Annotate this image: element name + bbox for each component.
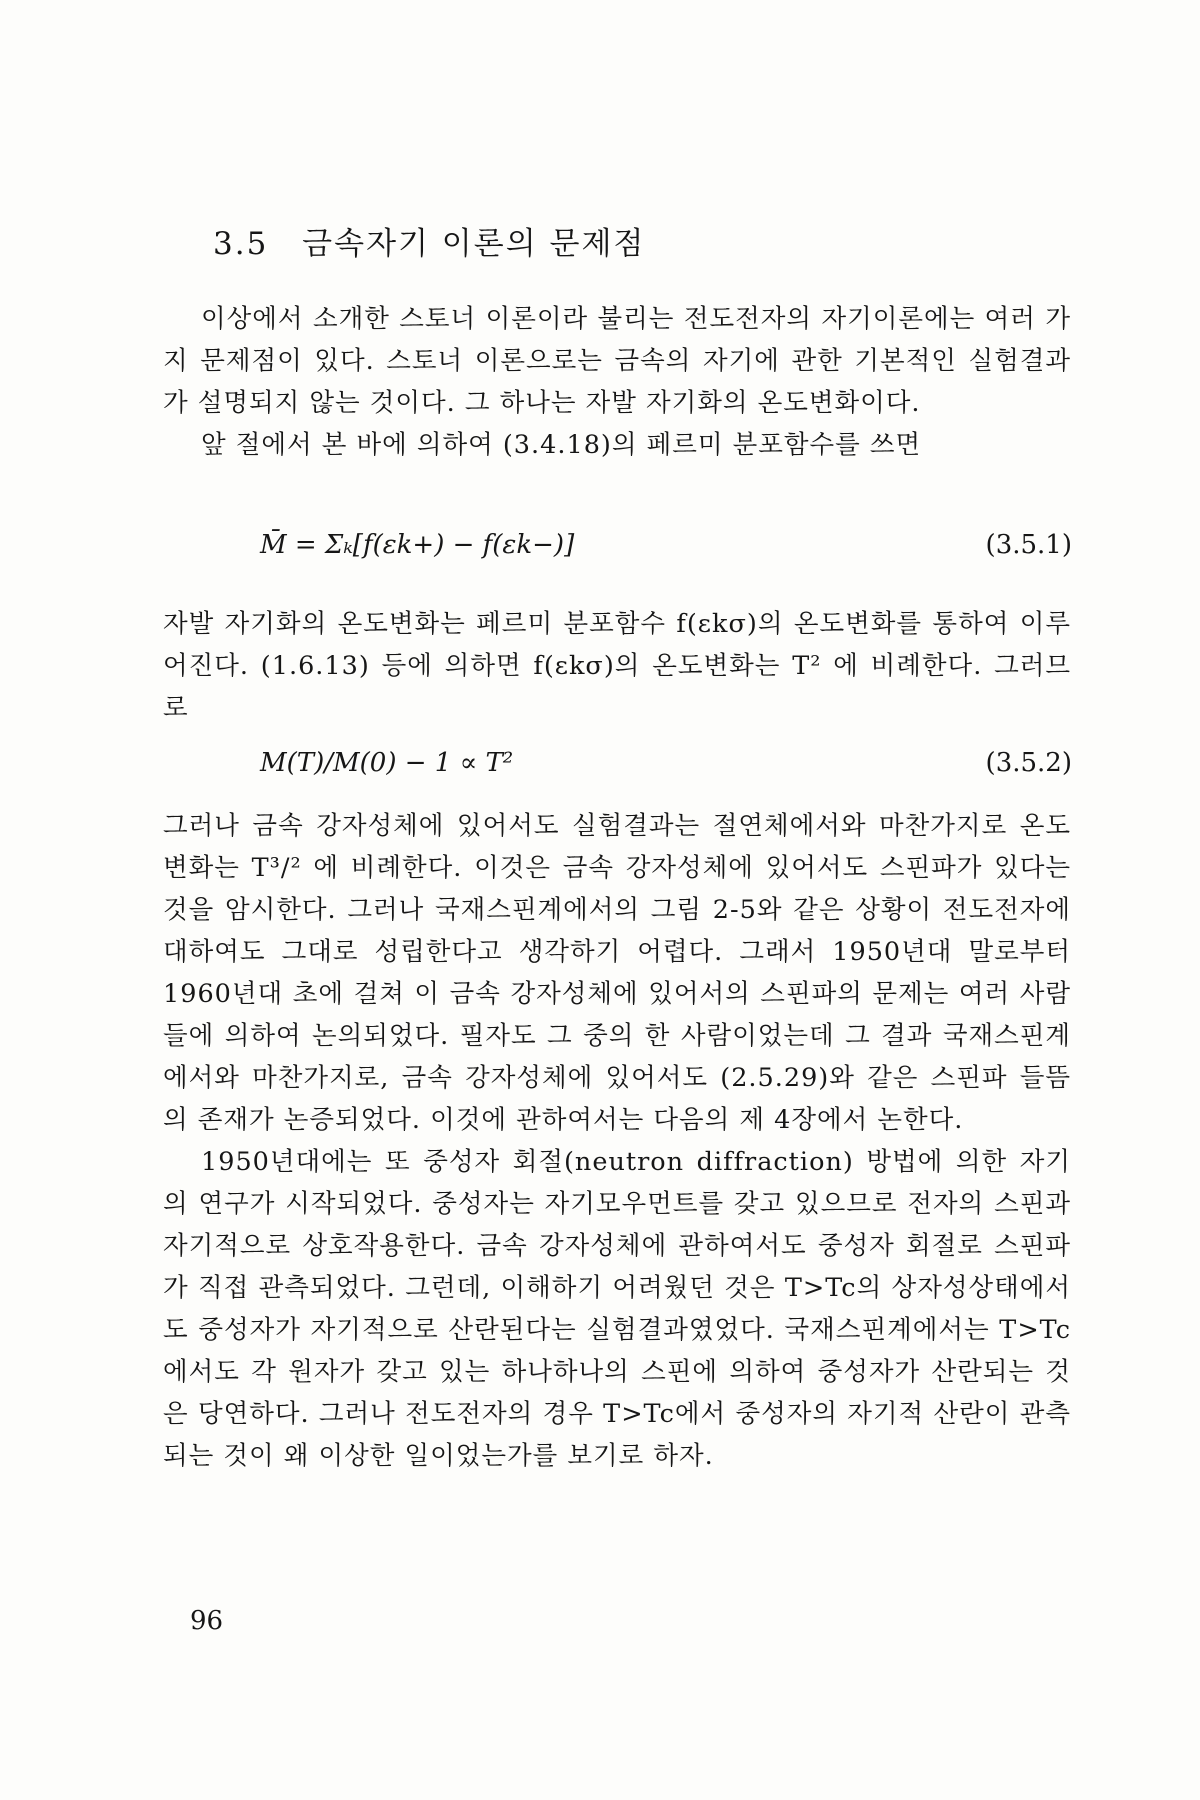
section-heading — [213, 218, 645, 263]
text-block-intro — [163, 298, 1071, 466]
equation-label: (3.5.2) — [985, 748, 1072, 778]
text-block-middle — [163, 603, 1071, 729]
equation-body: M̄ = Σₖ[f(εk+) − f(εk−)] — [260, 530, 575, 560]
page-number: 96 — [190, 1606, 224, 1636]
paragraph-5: 1950년대에는 또 중성자 회절(neutron diffraction) 방법에 의한 자기의 연구가 시작되었다. 중성자는 자기모우먼트를 갖고 있으므로 전자의 스핀과 자기적으로 상호작용한다. 금속 강자성체에 관하여서도 중성자 회절로 스핀파가 직접 관측되었다. 그런데, 이해하기 어려웠던 것은 T>Tc의 상자성상태에서도 중성자가 자기적으로 산란된다는 실험결과였었다. 국재스핀계에서는 T>Tc에서도 각 원자가 갖고 있는 하나하나의 스핀에 의하여 중성자가 산란되는 것은 당연하다. 그러나 전도전자의 경우 T>Tc에서 중성자의 자기적 산란이 관측되는 것이 왜 이상한 일이었는가를 보기로 하자. — [163, 1147, 1071, 1471]
paragraph-2: 앞 절에서 본 바에 의하여 (3.4.18)의 페르미 분포함수를 쓰면 — [201, 430, 922, 460]
section-title: 금속자기 이론의 문제점 — [302, 226, 646, 262]
text-block-main — [163, 805, 1071, 1477]
equation-label: (3.5.1) — [985, 530, 1072, 560]
paragraph-3: 자발 자기화의 온도변화는 페르미 분포함수 f(εkσ)의 온도변화를 통하여 이루어진다. (1.6.13) 등에 의하면 f(εkσ)의 온도변화는 T² 에 비례한다. 그러므로 — [163, 609, 1071, 723]
equation-3-5-2 — [260, 748, 1072, 778]
section-number: 3.5 — [213, 226, 269, 262]
paragraph-1: 이상에서 소개한 스토너 이론이라 불리는 전도전자의 자기이론에는 여러 가지 문제점이 있다. 스토너 이론으로는 금속의 자기에 관한 기본적인 실험결과가 설명되지 않는 것이다. 그 하나는 자발 자기화의 온도변화이다. — [163, 304, 1071, 418]
equation-body: M(T)/M(0) − 1 ∝ T² — [260, 748, 514, 778]
equation-3-5-1 — [260, 530, 1072, 560]
paragraph-4: 그러나 금속 강자성체에 있어서도 실험결과는 절연체에서와 마찬가지로 온도변화는 T³/² 에 비례한다. 이것은 금속 강자성체에 있어서도 스핀파가 있다는 것을 암시한다. 그러나 국재스핀계에서의 그림 2-5와 같은 상황이 전도전자에 대하여도 그대로 성립한다고 생각하기 어렵다. 그래서 1950년대 말로부터 1960년대 초에 걸쳐 이 금속 강자성체에 있어서의 스핀파의 문제는 여러 사람들에 의하여 논의되었다. 필자도 그 중의 한 사람이었는데 그 결과 국재스핀계에서와 마찬가지로, 금속 강자성체에 있어서도 (2.5.29)와 같은 스핀파 들뜸의 존재가 논증되었다. 이것에 관하여서는 다음의 제 4장에서 논한다. — [163, 811, 1071, 1135]
